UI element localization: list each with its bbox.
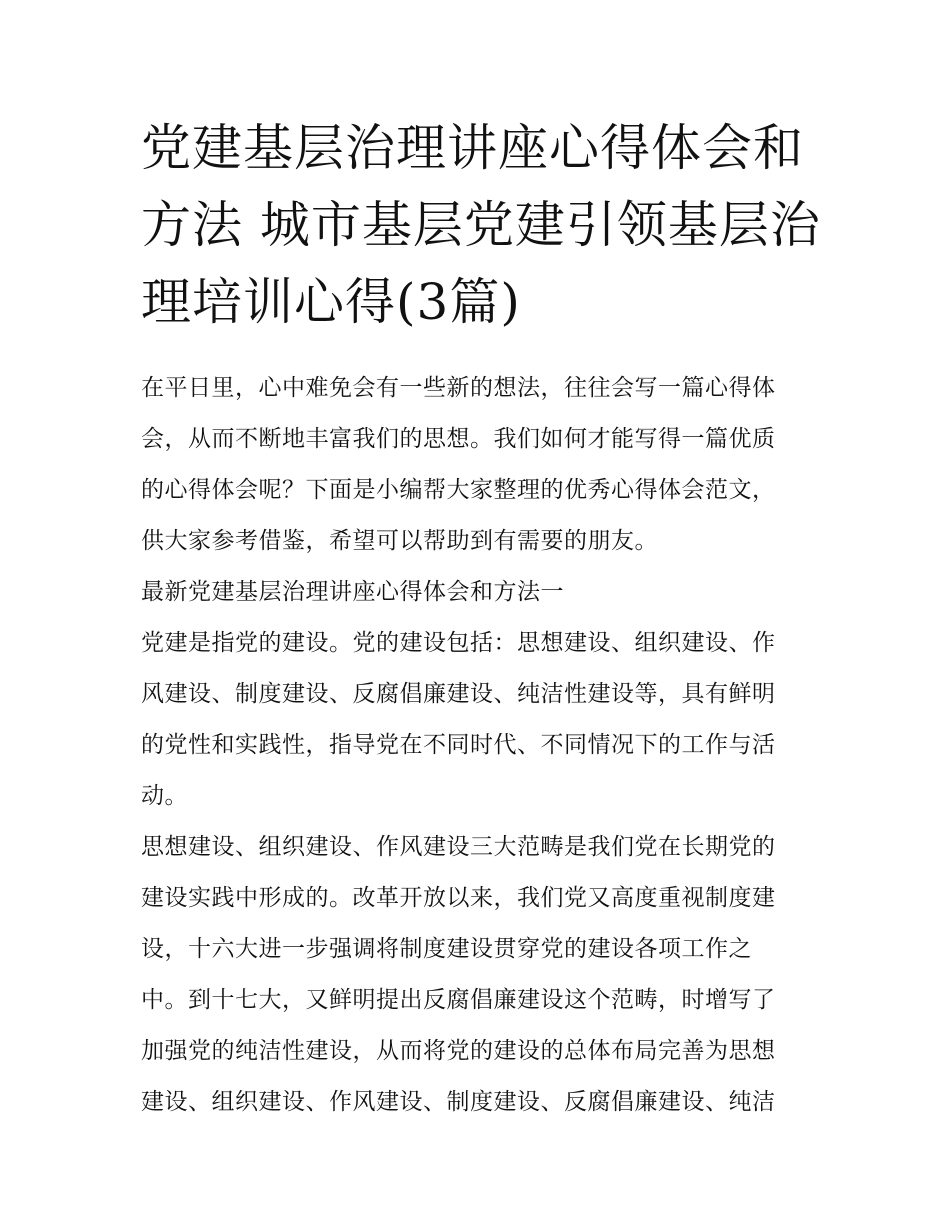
text-line: 动。 — [141, 783, 188, 809]
text-line: 党建是指党的建设。党的建设包括：思想建设、组织建设、作 — [141, 630, 776, 656]
section-heading — [141, 567, 813, 618]
body-paragraph-2 — [141, 822, 813, 1128]
text-line: 在平日里，心中难免会有一些新的想法，往往会写一篇心得体 — [141, 375, 776, 401]
title-line: 方法 城市基层党建引领基层治 — [141, 196, 821, 254]
body-paragraph-1 — [141, 618, 813, 822]
document-page — [141, 110, 821, 1128]
intro-paragraph — [141, 363, 813, 567]
text-line: 设，十六大进一步强调将制度建设贯穿党的建设各项工作之 — [141, 936, 752, 962]
text-line: 建设、组织建设、作风建设、制度建设、反腐倡廉建设、纯洁 — [141, 1089, 776, 1115]
text-line: 加强党的纯洁性建设，从而将党的建设的总体布局完善为思想 — [141, 1038, 776, 1064]
text-line: 思想建设、组织建设、作风建设三大范畴是我们党在长期党的 — [141, 834, 776, 860]
text-line: 的心得体会呢？下面是小编帮大家整理的优秀心得体会范文， — [141, 477, 776, 503]
text-line: 建设实践中形成的。改革开放以来，我们党又高度重视制度建 — [141, 885, 776, 911]
title-line: 党建基层治理讲座心得体会和 — [141, 119, 804, 177]
text-line: 的党性和实践性，指导党在不同时代、不同情况下的工作与活 — [141, 732, 776, 758]
title-line: 理培训心得(3篇) — [141, 273, 521, 331]
text-line: 风建设、制度建设、反腐倡廉建设、纯洁性建设等，具有鲜明 — [141, 681, 776, 707]
text-line: 会，从而不断地丰富我们的思想。我们如何才能写得一篇优质 — [141, 426, 776, 452]
text-line: 供大家参考借鉴，希望可以帮助到有需要的朋友。 — [141, 528, 658, 554]
text-line: 最新党建基层治理讲座心得体会和方法一 — [141, 579, 564, 605]
document-title — [141, 110, 821, 341]
document-body — [141, 363, 813, 1128]
text-line: 中。到十七大，又鲜明提出反腐倡廉建设这个范畴，时增写了 — [141, 987, 776, 1013]
